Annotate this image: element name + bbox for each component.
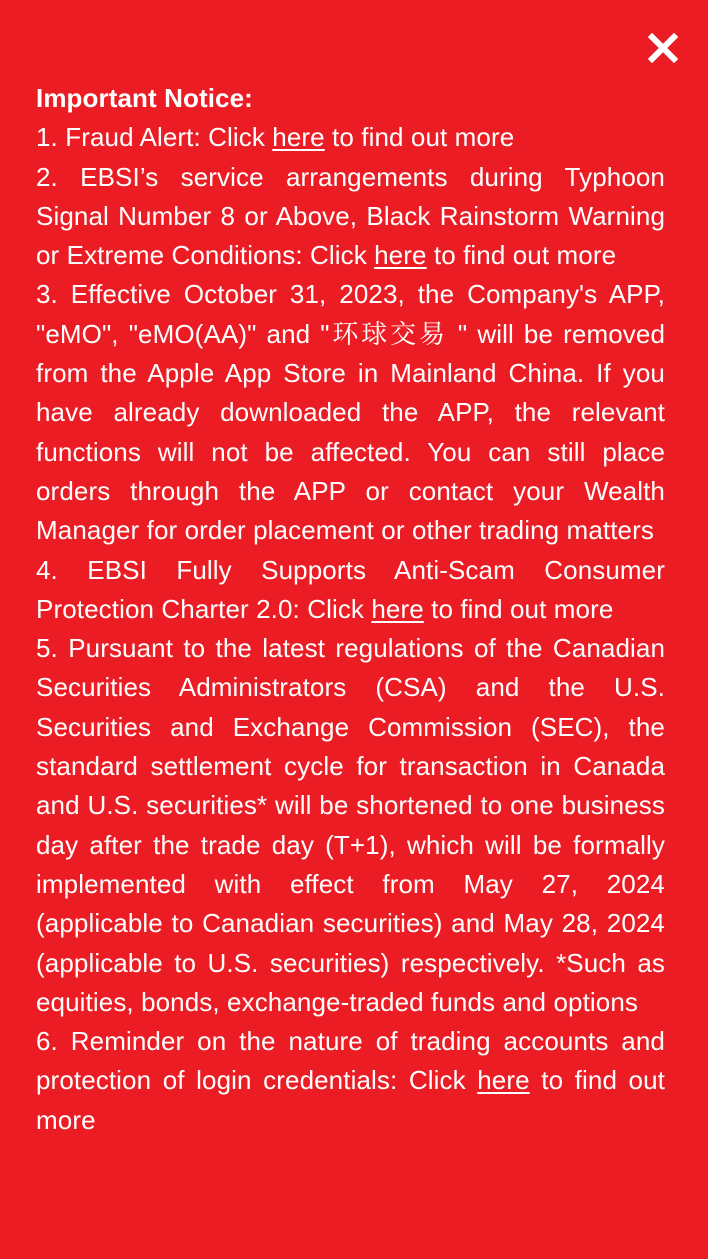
- fraud-alert-link[interactable]: here: [272, 122, 325, 153]
- close-x-icon: [648, 33, 678, 63]
- notice-item-text: 1. Fraud Alert: Click: [36, 122, 273, 153]
- notice-item-text: to find out more: [423, 593, 614, 624]
- important-notice: [36, 79, 665, 1140]
- notice-item-text: to find out more: [426, 240, 617, 271]
- notice-item-text: 4. EBSI Fully Supports Anti-Scam Consumer Protection Charter 2.0: Click: [36, 554, 665, 624]
- anti-scam-link[interactable]: here: [371, 593, 424, 624]
- notice-item-app-removal: 3. Effective October 31, 2023, the Company's APP, "eMO", "eMO(AA)" and "环球交易 " will be removed from the Apple App Store in Mainland China. If you have already downloaded the APP, the relevant functions will not be affected. You can still place orders through the APP or contact your Wealth Manager for order placement or other trading matters: [36, 279, 665, 546]
- service-arrangements-link[interactable]: here: [374, 240, 427, 271]
- notice-item-settlement-cycle: 5. Pursuant to the latest regulations of the Canadian Securities Administrators (CSA) and the U.S. Securities and Exchange Commission (SEC), the standard settlement cycle for transaction in Canada and U.S. securities* will be shortened to one business day after the trade day (T+1), which will be formally implemented with effect from May 27, 2024 (applicable to Canadian securities) and May 28, 2024 (applicable to U.S. securities) respectively. *Such as equities, bonds, exchange-traded funds and options: [36, 633, 665, 1017]
- notice-item-text: 2. EBSI’s service arrangements during Typhoon Signal Number 8 or Above, Black Rainstorm Warning or Extreme Conditions: Click: [36, 161, 665, 271]
- notice-item-anti-scam: [36, 551, 665, 630]
- trading-accounts-link[interactable]: here: [477, 1065, 530, 1096]
- notice-item-trading-accounts: [36, 1022, 665, 1140]
- close-button[interactable]: [648, 33, 678, 63]
- notice-title: Important Notice:: [36, 83, 253, 113]
- notice-item-text: 6. Reminder on the nature of trading accounts and protection of login credentials: Click: [36, 1026, 665, 1096]
- notice-item-text: to find out more: [36, 1065, 666, 1135]
- notice-item-fraud-alert: [36, 118, 665, 157]
- notice-item-service-arrangements: [36, 158, 665, 276]
- notice-item-text: to find out more: [324, 122, 515, 153]
